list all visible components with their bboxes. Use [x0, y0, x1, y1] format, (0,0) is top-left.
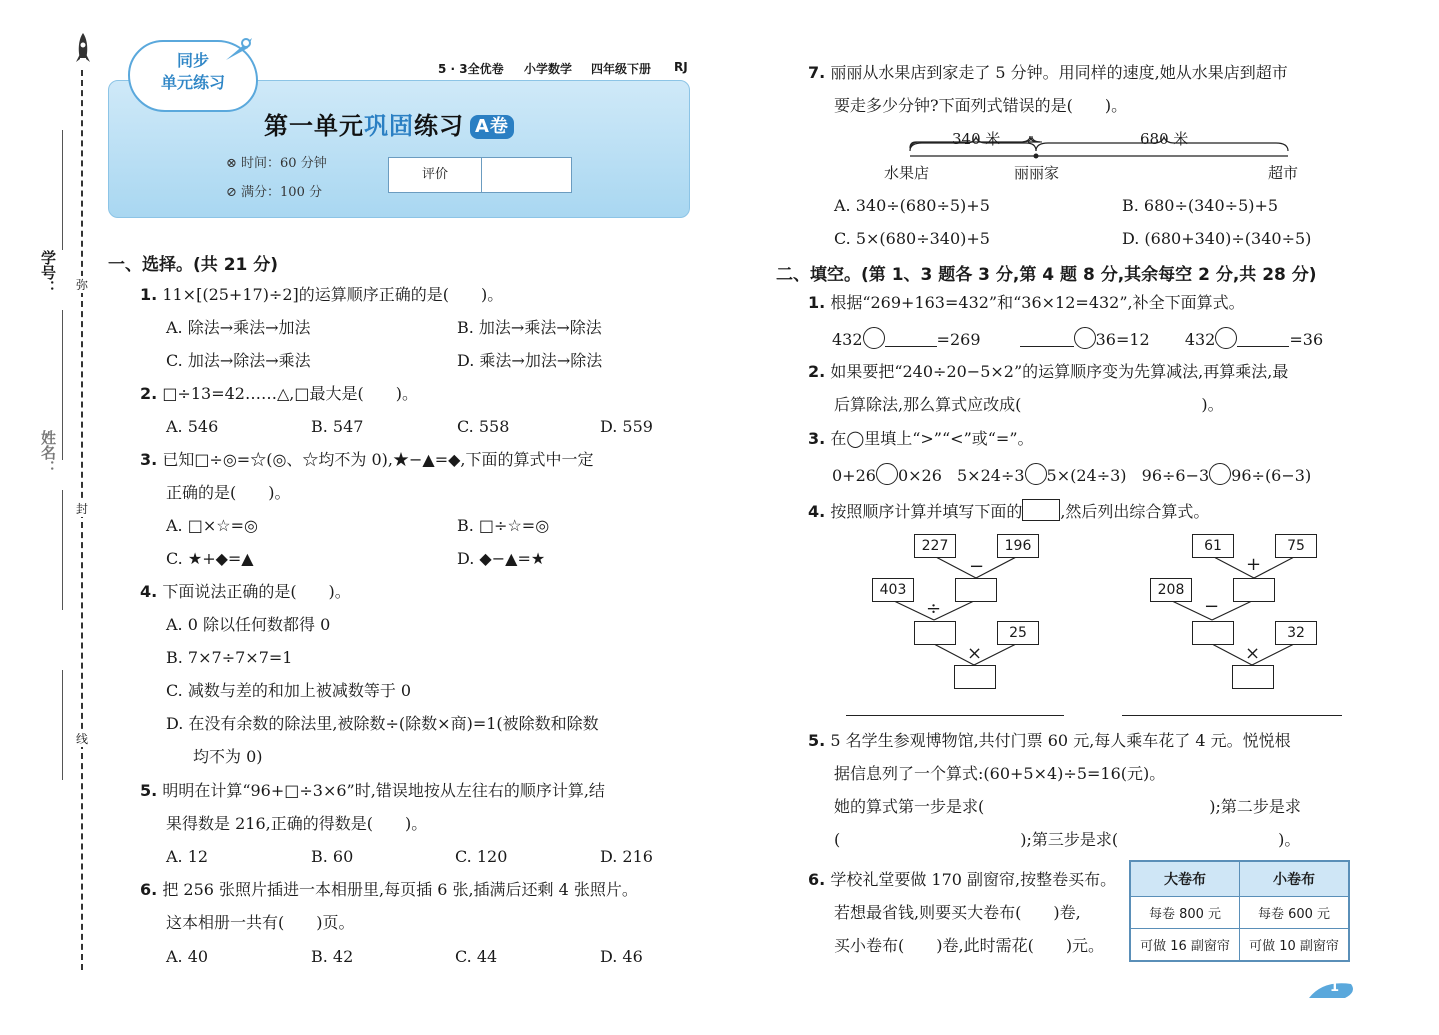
eq3-left: 432	[1184, 330, 1216, 349]
s2-q6-text: 学校礼堂要做 170 副窗帘,按整卷买布。	[830, 870, 1117, 889]
place-fruit-shop: 水果店	[884, 164, 930, 182]
s2-q3-number: 3.	[808, 429, 826, 448]
q6-stem	[140, 879, 638, 901]
cmp3-left: 96÷6−3	[1141, 466, 1210, 485]
header-large-roll: 大卷布	[1130, 861, 1240, 897]
cmp2-right: 5×(24÷3)	[1046, 466, 1127, 485]
grade-name: 四年级下册	[591, 62, 652, 76]
s2-q4-number: 4.	[808, 502, 826, 521]
s2-q4-text-a: 按照顺序计算并填写下面的	[830, 502, 1023, 521]
right-tree-answer1[interactable]	[1233, 578, 1275, 602]
eq2-blank[interactable]	[1020, 346, 1074, 347]
binding-mark-xian: 线	[75, 732, 88, 746]
q2-option-b[interactable]: B. 547	[311, 417, 364, 436]
s2-q5-text-3b: );第二步是求	[1209, 797, 1301, 816]
q6-text-2: 这本相册一共有( )页。	[166, 913, 355, 932]
right-tree-208: 208	[1150, 578, 1192, 602]
score-info	[226, 181, 322, 200]
q2-text: □÷13=42……△,□最大是( )。	[162, 384, 418, 403]
q3-option-d[interactable]: D. ◆−▲=★	[457, 549, 546, 568]
q5-text-2: 果得数是 216,正确的得数是( )。	[166, 814, 428, 833]
cmp1-circle[interactable]	[876, 463, 898, 485]
s2-q5-line4	[834, 829, 1300, 851]
q7-option-c[interactable]: C. 5×(680÷340)+5	[834, 229, 990, 248]
s2-q5-stem	[808, 730, 1291, 752]
paper-badge: A卷	[470, 115, 514, 139]
q3-option-c[interactable]: C. ★+◆=▲	[166, 549, 254, 568]
right-tree-answer2[interactable]	[1192, 621, 1234, 645]
place-supermarket: 超市	[1268, 164, 1299, 182]
s2-q5-number: 5.	[808, 731, 826, 750]
binding-rule	[62, 490, 63, 610]
q6-number: 6.	[140, 880, 158, 899]
right-combined-answer-line[interactable]	[1122, 715, 1342, 716]
q7-option-d[interactable]: D. (680+340)÷(340÷5)	[1122, 229, 1312, 248]
cloud-line1: 同步	[176, 51, 209, 70]
s2-q2-line2	[834, 394, 1224, 416]
rocket-icon	[74, 32, 92, 68]
series-name: 5 · 3全优卷	[438, 62, 504, 76]
q3-option-a[interactable]: A. □×☆=◎	[166, 516, 258, 535]
cloth-price-table	[1129, 860, 1350, 962]
s2-q5-text-3a: 她的算式第一步是求(	[834, 797, 985, 816]
q4-number: 4.	[140, 582, 158, 601]
binding-rule	[62, 670, 63, 780]
q1-text: 11×[(25+17)÷2]的运算顺序正确的是( )。	[162, 285, 504, 304]
right-tree-32: 32	[1275, 621, 1317, 645]
left-tree-op1: −	[969, 556, 985, 577]
small-roll-price: 每卷 600 元	[1240, 897, 1350, 929]
s2-q2-text-end: )。	[1201, 395, 1224, 414]
q5-number: 5.	[140, 781, 158, 800]
s2-q5-text: 5 名学生参观博物馆,共付门票 60 元,每人乘车花了 4 元。悦悦根	[830, 731, 1291, 750]
q6-option-b[interactable]: B. 42	[311, 947, 354, 966]
left-tree-227: 227	[914, 534, 956, 558]
time-text: 时间：60 分钟	[241, 156, 327, 171]
left-tree-196: 196	[997, 534, 1039, 558]
cmp1-left: 0+26	[832, 466, 876, 485]
title-part-a: 第一单元	[264, 112, 364, 140]
rocket-badge-icon	[222, 34, 258, 64]
q4-option-a[interactable]: A. 0 除以任何数都得 0	[166, 615, 331, 634]
s2-q2-text-2: 后算除法,那么算式应改成(	[834, 395, 1022, 414]
q3-text-2: 正确的是( )。	[166, 483, 291, 502]
distance-340: 340 米	[952, 130, 1001, 148]
distance-diagram	[880, 124, 1320, 184]
s2-q5-text-4b: );第三步是求(	[1020, 830, 1119, 849]
evaluation-box[interactable]	[388, 157, 572, 193]
right-tree-op2: −	[1204, 596, 1220, 617]
right-tree-op1: +	[1246, 554, 1262, 575]
large-roll-capacity: 可做 16 副窗帘	[1130, 928, 1240, 961]
s2-q1-number: 1.	[808, 293, 826, 312]
eq1-operator-circle[interactable]	[863, 327, 885, 349]
s2-q3-stem	[808, 428, 1034, 450]
q5-option-a[interactable]: A. 12	[166, 847, 209, 866]
student-name-label: 姓名：	[39, 430, 57, 475]
q1-option-d[interactable]: D. 乘法→加法→除法	[457, 351, 603, 370]
eq3-right: =36	[1289, 330, 1324, 349]
left-tree-op2: ÷	[926, 598, 942, 619]
evaluation-label: 评价	[389, 158, 482, 192]
q5-stem	[140, 780, 605, 802]
small-roll-capacity: 可做 10 副窗帘	[1240, 928, 1350, 961]
q7-text: 丽丽从水果店到家走了 5 分钟。用同样的速度,她从水果店到超市	[830, 63, 1288, 82]
left-combined-answer-line[interactable]	[846, 715, 1064, 716]
s2-q5-text-4c: )。	[1278, 830, 1301, 849]
large-roll-price: 每卷 800 元	[1130, 897, 1240, 929]
right-tree-61: 61	[1192, 534, 1234, 558]
q2-option-a[interactable]: A. 546	[166, 417, 219, 436]
s2-q5-text-4a: (	[834, 830, 841, 849]
section1-title: 一、选择。(共 21 分)	[108, 255, 279, 275]
q7-option-b[interactable]: B. 680÷(340÷5)+5	[1122, 196, 1279, 215]
q5-option-b[interactable]: B. 60	[311, 847, 354, 866]
eq2-right: 36=12	[1095, 330, 1150, 349]
time-info	[226, 152, 327, 171]
q7-stem	[808, 62, 1288, 84]
page-title	[264, 106, 514, 141]
s2-q6-stem	[808, 869, 1116, 891]
left-tree-403: 403	[872, 578, 914, 602]
q5-option-d[interactable]: D. 216	[600, 847, 653, 866]
binding-mark-mi: 弥	[75, 278, 88, 292]
q4-option-b[interactable]: B. 7×7÷7×7=1	[166, 648, 293, 667]
cmp1-right: 0×26	[897, 466, 942, 485]
s2-q1-text: 根据“269+163=432”和“36×12=432”,补全下面算式。	[830, 293, 1245, 312]
cmp3-circle[interactable]	[1209, 463, 1231, 485]
student-id-label: 学号：	[39, 250, 57, 295]
binding-rule	[62, 130, 63, 250]
left-tree-op3: ×	[967, 643, 983, 664]
q5-text: 明明在计算“96+□÷3×6”时,错误地按从左往右的顺序计算,结	[162, 781, 605, 800]
q1-option-a[interactable]: A. 除法→乘法→加法	[166, 318, 311, 337]
left-tree-answer3[interactable]	[954, 665, 996, 689]
cmp3-right: 96÷(6−3)	[1231, 466, 1312, 485]
q4-stem	[140, 581, 351, 603]
title-part-b: 巩固	[364, 112, 414, 140]
q7-text-2: 要走多少分钟?下面列式错误的是( )。	[834, 96, 1128, 115]
s2-q6-text-3: 买小卷布( )卷,此时需花( )元。	[834, 936, 1105, 955]
binding-rule	[62, 310, 63, 460]
q4-text: 下面说法正确的是( )。	[162, 582, 351, 601]
left-tree-25: 25	[997, 621, 1039, 645]
q6-text: 把 256 张照片插进一本相册里,每页插 6 张,插满后还剩 4 张照片。	[162, 880, 638, 899]
s2-q1-stem	[808, 292, 1245, 314]
s2-q2-stem	[808, 361, 1288, 383]
subject-name: 小学数学	[524, 62, 573, 76]
binding-dashed-line	[81, 70, 83, 970]
cmp2-left: 5×24÷3	[957, 466, 1025, 485]
q4-option-d-cont: 均不为 0)	[193, 747, 263, 766]
home-dot	[1034, 154, 1039, 159]
right-tree-answer3[interactable]	[1232, 665, 1274, 689]
q2-option-d[interactable]: D. 559	[600, 417, 653, 436]
s2-q3-text: 在◯里填上“>”“<”或“=”。	[830, 429, 1034, 448]
right-tree-op3: ×	[1245, 643, 1261, 664]
q1-option-c[interactable]: C. 加法→除法→乘法	[166, 351, 311, 370]
q3-number: 3.	[140, 450, 158, 469]
right-tree-75: 75	[1275, 534, 1317, 558]
score-text: 满分：100 分	[241, 185, 322, 200]
q1-option-b[interactable]: B. 加法→乘法→除法	[457, 318, 602, 337]
s2-q5-text-2: 据信息列了一个算式:(60+5×4)÷5=16(元)。	[834, 764, 1166, 783]
edition-name: RJ	[674, 60, 688, 74]
q6-option-a[interactable]: A. 40	[166, 947, 209, 966]
eq2-operator-circle[interactable]	[1074, 327, 1096, 349]
q1-number: 1.	[140, 285, 158, 304]
s2-q6-number: 6.	[808, 870, 826, 889]
q2-option-c[interactable]: C. 558	[457, 417, 510, 436]
s2-q4-text-b: ,然后列出综合算式。	[1060, 502, 1210, 521]
q2-stem	[140, 383, 418, 405]
eq1-blank[interactable]	[885, 346, 937, 347]
q3-stem	[140, 449, 594, 471]
q3-option-b[interactable]: B. □÷☆=◎	[457, 516, 550, 535]
check-circle-icon: ⊘	[226, 185, 242, 200]
eq1-left: 432	[832, 330, 863, 349]
cmp2-circle[interactable]	[1025, 463, 1047, 485]
q7-number: 7.	[808, 63, 826, 82]
s2-q2-text: 如果要把“240÷20−5×2”的运算顺序变为先算减法,再算乘法,最	[830, 362, 1289, 381]
s2-q1-equations	[832, 327, 1323, 351]
title-part-c: 练习	[414, 112, 464, 140]
distance-680: 680 米	[1140, 130, 1189, 148]
eq1-right: =269	[936, 330, 981, 349]
s2-q4-stem	[808, 499, 1209, 523]
cloud-line2: 单元练习	[160, 73, 225, 92]
eq3-blank[interactable]	[1237, 346, 1289, 347]
q6-option-c[interactable]: C. 44	[455, 947, 498, 966]
clock-icon: ⊗	[226, 156, 242, 171]
page-number: 1	[1330, 980, 1340, 995]
binding-mark-feng: 封	[75, 502, 88, 516]
q5-option-c[interactable]: C. 120	[455, 847, 508, 866]
section2-title: 二、填空。(第 1、3 题各 3 分,第 4 题 8 分,其余每空 2 分,共 28 分)	[776, 265, 1317, 285]
s2-q4-box-symbol	[1022, 499, 1060, 521]
s2-q3-comparisons	[832, 463, 1311, 487]
q4-option-c[interactable]: C. 减数与差的和加上被减数等于 0	[166, 681, 412, 700]
s2-q2-number: 2.	[808, 362, 826, 381]
q2-number: 2.	[140, 384, 158, 403]
q4-option-d[interactable]: D. 在没有余数的除法里,被除数÷(除数×商)=1(被除数和除数	[166, 714, 599, 733]
q7-option-a[interactable]: A. 340÷(680÷5)+5	[834, 196, 990, 215]
eq3-operator-circle[interactable]	[1215, 327, 1237, 349]
s2-q5-line3	[834, 796, 1301, 818]
s2-q6-text-2: 若想最省钱,则要买大卷布( )卷,	[834, 903, 1081, 922]
q1-stem	[140, 284, 503, 306]
q3-text: 已知□÷◎=☆(◎、☆均不为 0),★−▲=◆,下面的算式中一定	[162, 450, 594, 469]
left-tree-answer2[interactable]	[914, 621, 956, 645]
q6-option-d[interactable]: D. 46	[600, 947, 643, 966]
left-tree-answer1[interactable]	[955, 578, 997, 602]
header-small-roll: 小卷布	[1240, 861, 1350, 897]
place-lili-home: 丽丽家	[1014, 164, 1060, 182]
